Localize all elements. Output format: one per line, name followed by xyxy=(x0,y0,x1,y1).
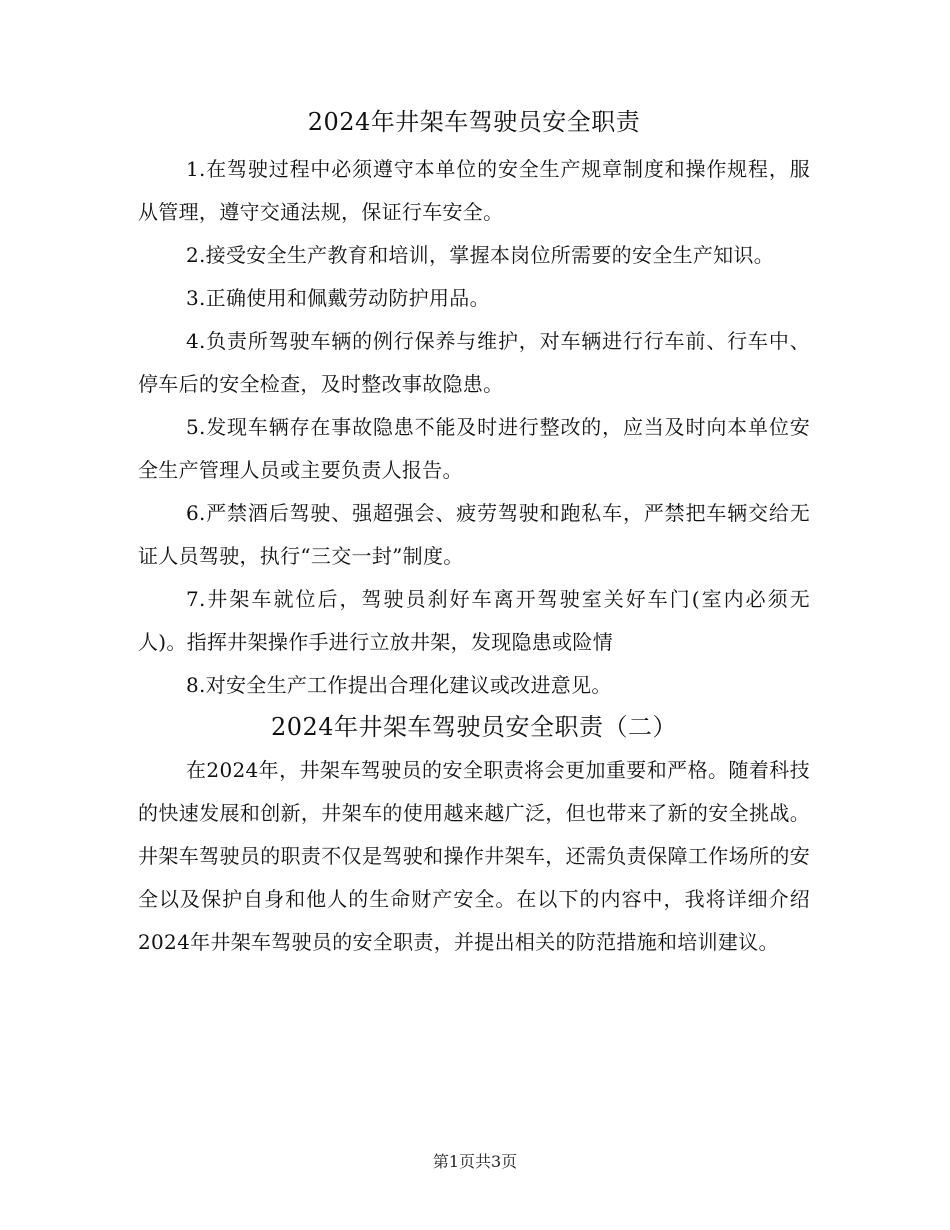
responsibility-item-7: 7.井架车就位后，驾驶员刹好车离开驾驶室关好车门(室内必须无人)。指挥井架操作手进行立放井架，发现隐患或险情 xyxy=(138,587,810,654)
responsibility-item-1: 1.在驾驶过程中必须遵守本单位的安全生产规章制度和操作规程，服从管理，遵守交通法规，保证行车安全。 xyxy=(138,157,810,224)
responsibility-item-2: 2.接受安全生产教育和培训，掌握本岗位所需要的安全生产知识。 xyxy=(186,243,775,267)
responsibility-item-5: 5.发现车辆存在事故隐患不能及时进行整改的，应当及时向本单位安全生产管理人员或主要负责人报告。 xyxy=(138,415,810,482)
page-number-footer: 第1页共3页 xyxy=(432,1152,518,1171)
section-two-title: 2024年井架车驾驶员安全职责（二） xyxy=(270,713,678,741)
responsibility-item-4: 4.负责所驾驶车辆的例行保养与维护，对车辆进行行车前、行车中、停车后的安全检查，及时整改事故隐患。 xyxy=(138,329,810,396)
document-title: 2024年井架车驾驶员安全职责 xyxy=(307,108,641,136)
responsibility-item-6: 6.严禁酒后驾驶、强超强会、疲劳驾驶和跑私车，严禁把车辆交给无证人员驾驶，执行“三交一封”制度。 xyxy=(138,501,810,568)
document-body xyxy=(138,102,810,964)
section-two xyxy=(138,707,810,964)
responsibility-item-8: 8.对安全生产工作提出合理化建议或改进意见。 xyxy=(186,673,612,697)
responsibility-item-3: 3.正确使用和佩戴劳动防护用品。 xyxy=(186,286,490,310)
section-two-paragraph: 在2024年，井架车驾驶员的安全职责将会更加重要和严格。随着科技的快速发展和创新，井架车的使用越来越广泛，但也带来了新的安全挑战。井架车驾驶员的职责不仅是驾驶和操作井架车，还需负责保障工作场所的安全以及保护自身和他人的生命财产安全。在以下的内容中，我将详细介绍2024年井架车驾驶员的安全职责，并提出相关的防范措施和培训建议。 xyxy=(138,758,810,954)
responsibility-list xyxy=(138,148,810,707)
